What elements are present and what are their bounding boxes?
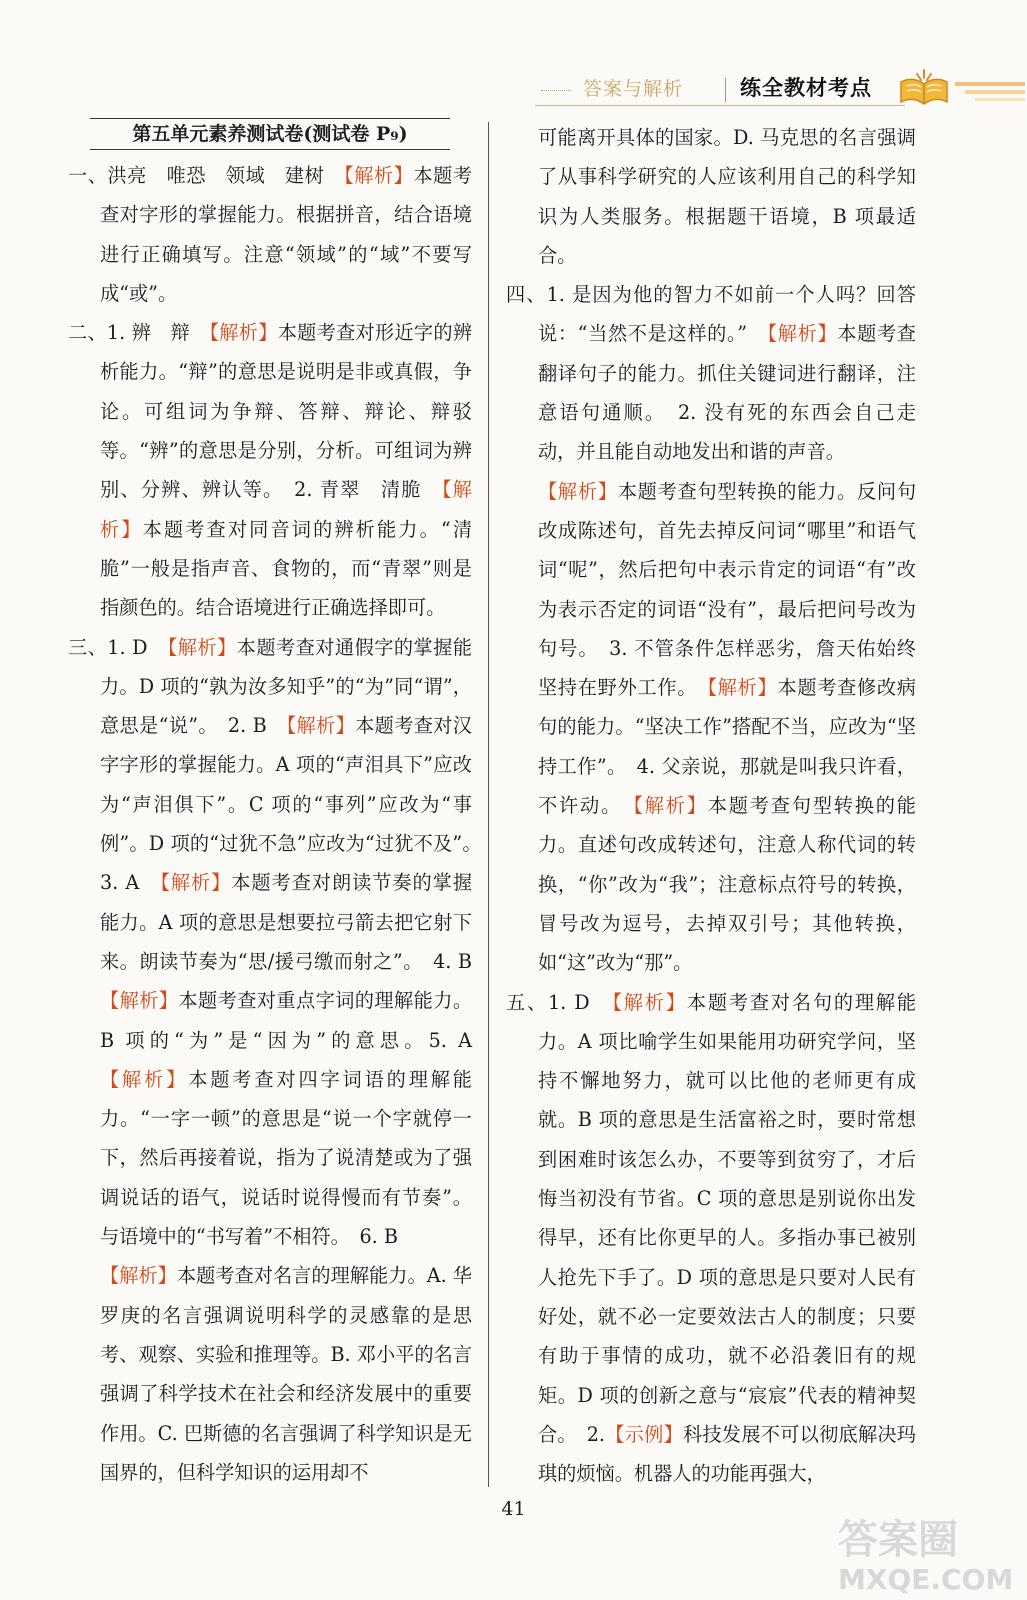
answer-text: 科技发展不可以彻底解决玛琪的烦恼。机器人的功能再强大， [538, 1422, 916, 1486]
answer-text: 本题考查对名言的理解能力。A. 华罗庚的名言强调说明科学的灵感靠的是思考、观察、实验和推理等。B. 邓小平的名言强调了科学技术在社会和经济发展中的重要作用。C. 巴斯德的名言强调了科学知识是无国界的，但科学知识的运用却不 [100, 1264, 472, 1484]
answer-text: 二、1. 辨 辩 [68, 321, 210, 345]
column-divider [488, 122, 489, 1487]
page-header [535, 72, 1015, 112]
analysis-tag: 【解析】 [100, 1264, 177, 1288]
right-answer-paragraph [506, 472, 916, 983]
analysis-tag: 【解析】 [767, 322, 838, 346]
analysis-tag: 【解析】 [100, 1067, 189, 1091]
answer-text: 本题考查句型转换的能力。反问句改成陈述句，首先去掉反问词“哪里”和语气词“呢”，然后把句中表示肯定的词语“有”改为表示否定的词语“没有”，最后把问号改为句号。 3. 不管条件怎样恶劣，詹天佑始终坚持在野外工作。 [538, 479, 917, 700]
answer-text: 本题考查翻译句子的能力。抓住关键词进行翻译，注意语句通顺。 2. 没有死的东西会自己走动，并且能自动地发出和谐的声音。 [538, 322, 916, 464]
left-answer-paragraph [68, 628, 492, 1257]
answer-text: 本题考查对四字词语的理解能力。“一字一顿”的意思是“说一个字就停一下，然后再接着说，指为了说清楚或为了强调说话的语气，说话时说得慢而有节奏”。与语境中的“书写着”不相符。 6. B [100, 1067, 472, 1249]
analysis-tag: 【解析】 [633, 794, 708, 818]
answer-text: 可能离开具体的国家。D. 马克思的名言强调了从事科学研究的人应该利用自己的科学知识为人类服务。根据题干语境，B 项最适合。 [538, 126, 916, 267]
right-answer-paragraph [506, 118, 916, 275]
answer-text: 本题考查句型转换的能力。直述句改成转述句，注意人称代词的转换，“你”改为“我”；注意标点符号的转换，冒号改为逗号，去掉双引号；其他转换，如“这”改为“那”。 [538, 794, 916, 975]
left-answer-paragraph [68, 1256, 472, 1492]
answer-text: 本题考查对朗读节奏的掌握能力。A 项的意思是想要拉弓箭去把它射下来。朗读节奏为“思/援弓缴而射之”。 4. B [100, 871, 492, 973]
analysis-tag: 【解析】 [100, 478, 472, 541]
watermark-text: 答案圈 [838, 1517, 958, 1563]
header-stripes-ornament [955, 78, 1025, 104]
left-column [68, 118, 492, 1492]
watermark-domain: MXQE.COM [838, 1563, 1014, 1596]
answer-text: 三、1. D [68, 635, 168, 659]
answer-text: 本题考查对重点字词的理解能力。B 项的“为”是“因为”的意思。5. A [100, 989, 492, 1052]
header-subtitle: 答案与解析 [583, 78, 684, 100]
analysis-tag: 【解析】 [344, 164, 414, 187]
answer-text: 本题考查对字形的掌握能力。根据拼音，结合语境进行正确填写。注意“领域”的“域”不要写成“或”。 [100, 164, 473, 305]
analysis-tag: 【解析】 [612, 990, 687, 1014]
left-answer-list [68, 156, 492, 1492]
header-title: 练全教材考点 [740, 76, 872, 100]
analysis-tag: 【解析】 [286, 714, 356, 738]
header-separator [725, 78, 726, 102]
right-answer-paragraph [506, 983, 916, 1494]
answer-text: 五、1. D [506, 990, 613, 1014]
answer-text: 本题考查对通假字的掌握能力。D 项的“孰为汝多知乎”的“为”同“谓”，意思是“说”。 2. B [100, 635, 473, 738]
header-rule [535, 105, 905, 106]
right-answer-list [506, 118, 916, 1493]
answer-text: 本题考查修改病句的能力。“坚决工作”搭配不当，应改为“坚持工作”。 4. 父亲说，那就是叫我只许看，不许动。 [538, 676, 916, 818]
analysis-tag: 【解析】 [167, 635, 237, 659]
page-number: 41 [501, 1498, 526, 1520]
answer-text: 一、洪亮 唯恐 领域 建树 [68, 164, 345, 187]
header-dotted-ornament [541, 90, 571, 93]
analysis-tag: 【解析】 [100, 989, 179, 1013]
answer-text: 本题考查对形近字的辨析能力。“辩”的意思是说明是非或真假，争论。可组词为争辩、答辩、辩论、辩驳等。“辨”的意思是分别，分析。可组词为辨别、分辨、辨认等。 2. 青翠 清脆 [100, 321, 473, 502]
analysis-tag: 【解析】 [538, 479, 618, 503]
answer-text: 本题考查对汉字字形的掌握能力。A 项的“声泪具下”应改为“声泪俱下”。C 项的“事列”应改为“事例”。D 项的“过犹不急”应改为“过犹不及”。 3. A [100, 714, 492, 895]
answer-text: 本题考查对名句的理解能力。A 项比喻学生如果能用功研究学问，坚持不懈地努力，就可以比他的老师更有成就。B 项的意思是生活富裕之时，要时常想到困难时该怎么办，不要等到贫穷了，才后悔当初没有节省。C 项的意思是别说你出发得早，还有比你更早的人。多指办事已被别人抢先下手了。D 项的意思是只要对人民有好处，就不必一定要效法古人的制度；只要有助于事情的成功，就不必沿袭旧有的规矩。D 项的创新之意与“宸宸”代表的精神契合。 2. [538, 990, 917, 1446]
answer-text: 本题考查对同音词的辨析能力。“清脆”一般是指声音、食物的，而“青翠”则是指颜色的。结合语境进行正确选择即可。 [100, 517, 473, 620]
open-book-icon [897, 68, 951, 108]
left-answer-paragraph [68, 313, 472, 627]
answer-text: 四、1. 是因为他的智力不如前一个人吗？回答说：“当然不是这样的。” [506, 283, 916, 346]
left-answer-paragraph [68, 156, 472, 313]
analysis-tag: 【解析】 [707, 676, 778, 700]
watermark-logo [830, 1505, 1020, 1597]
right-column [506, 118, 916, 1493]
section-title: 第五单元素养测试卷(测试卷 P₉) [90, 118, 450, 150]
analysis-tag: 【示例】 [605, 1422, 684, 1446]
right-answer-paragraph [506, 275, 916, 471]
analysis-tag: 【解析】 [209, 321, 278, 345]
analysis-tag: 【解析】 [160, 871, 232, 895]
